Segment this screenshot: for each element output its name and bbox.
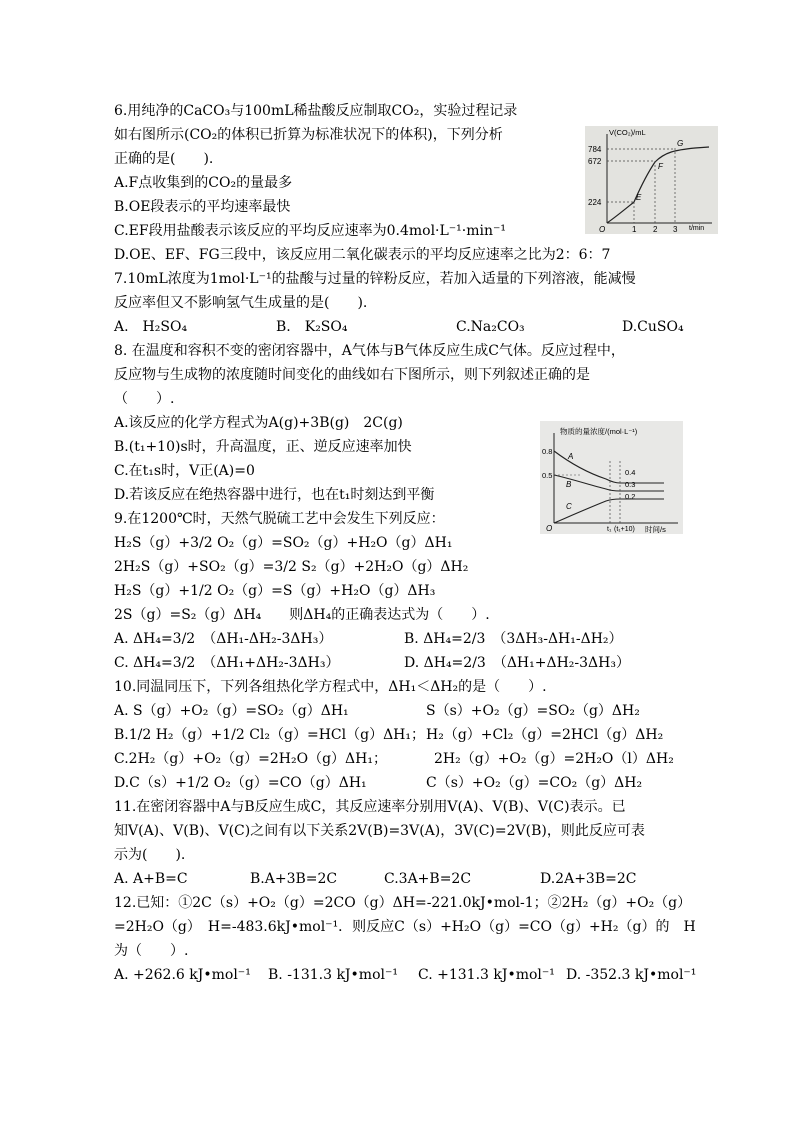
q11-option-b: B.A+3B=2C bbox=[250, 871, 338, 887]
fig1-ylabel: V(CO₂)/mL bbox=[609, 128, 646, 137]
q9-option-a: A. ΔH₄=3/2 （ΔH₁-ΔH₂-3ΔH₃） bbox=[114, 631, 333, 647]
q12-option-d: D. -352.3 kJ•mol⁻¹ bbox=[566, 967, 697, 983]
q6-option-d: D.OE、EF、FG三段中，该反应用二氧化碳表示的平均反应速率之比为2：6：7 bbox=[114, 247, 611, 263]
q11-option-c: C.3A+B=2C bbox=[384, 871, 472, 887]
q12-option-c: C. +131.3 kJ•mol⁻¹ bbox=[418, 967, 555, 983]
q11-stem-line2: 知V(A)、V(B)、V(C)之间有以下关系2V(B)=3V(A)，3V(C)=2V(B)，则此反应可表 bbox=[114, 823, 645, 839]
q11-stem-line3: 示为( ). bbox=[114, 847, 186, 863]
q11-option-d: D.2A+3B=2C bbox=[540, 871, 637, 887]
q12-stem-line2: =2H₂O（g） H=-483.6kJ•mol⁻¹．则反应C（s）+H₂O（g）=CO（g）+H₂（g）的 H bbox=[114, 919, 696, 935]
q7-option-a: A. H₂SO₄ bbox=[114, 319, 188, 335]
concentration-time-graph bbox=[540, 421, 683, 534]
q6-option-a: A.F点收集到的CO₂的量最多 bbox=[114, 175, 293, 191]
q12-option-b: B. -131.3 kJ•mol⁻¹ bbox=[268, 967, 398, 983]
q9-reaction-1: H₂S（g）+3/2 O₂（g）=SO₂（g）+H₂O（g）ΔH₁ bbox=[114, 535, 453, 551]
q6-stem-line2: 如右图所示(CO₂的体积已折算为标准状况下的体积)，下列分析 bbox=[114, 127, 503, 143]
co2-volume-graph bbox=[585, 126, 718, 234]
q10-option-b-left: B.1/2 H₂（g）+1/2 Cl₂（g）=HCl（g）ΔH₁； bbox=[114, 727, 426, 743]
q6-stem-line1: 6.用纯净的CaCO₃与100mL稀盐酸反应制取CO₂，实验过程记录 bbox=[114, 103, 518, 119]
q10-option-a-right: S（s）+O₂（g）=SO₂（g）ΔH₂ bbox=[426, 703, 640, 719]
q7-option-c: C.Na₂CO₃ bbox=[456, 319, 525, 335]
q10-option-a-left: A. S（g）+O₂（g）=SO₂（g）ΔH₁ bbox=[114, 703, 349, 719]
fig2-ytick-0-3: 0.3 bbox=[625, 480, 636, 489]
q6-stem-line3: 正确的是( ). bbox=[114, 151, 214, 167]
q12-stem-line1: 12.已知：①2C（s）+O₂（g）=2CO（g）ΔH=-221.0kJ•mol-1；②2H₂（g）+O₂（g） bbox=[114, 895, 692, 911]
fig2-xtick-t1-plus-10: (t₁+10) bbox=[614, 526, 635, 533]
q10-option-c-left: C.2H₂（g）+O₂（g）=2H₂O（g）ΔH₁； bbox=[114, 751, 387, 767]
q8-stem-line3: （ ）. bbox=[114, 391, 175, 407]
fig2-xlabel: 时间/s bbox=[645, 525, 666, 534]
fig1-ytick-784: 784 bbox=[588, 145, 602, 154]
fig2-ytick-0-5: 0.5 bbox=[542, 471, 553, 480]
q10-stem-line1: 10.同温同压下，下列各组热化学方程式中，ΔH₁＜ΔH₂的是（ ）. bbox=[114, 679, 547, 695]
q8-option-b: B.(t₁+10)s时，升高温度，正、逆反应速率加快 bbox=[114, 439, 412, 455]
q9-reaction-2: 2H₂S（g）+SO₂（g）=3/2 S₂（g）+2H₂O（g）ΔH₂ bbox=[114, 559, 469, 575]
q11-stem-line1: 11.在密闭容器中A与B反应生成C，其反应速率分别用V(A)、V(B)、V(C)表示。已 bbox=[114, 799, 626, 815]
q9-option-c: C. ΔH₄=3/2 （ΔH₁+ΔH₂-3ΔH₃） bbox=[114, 655, 340, 671]
q11-option-a: A. A+B=C bbox=[114, 871, 188, 887]
fig1-origin: O bbox=[599, 225, 606, 234]
q12-stem-line3: 为（ ）. bbox=[114, 943, 189, 959]
q8-option-d: D.若该反应在绝热容器中进行，也在t₁时刻达到平衡 bbox=[114, 487, 435, 503]
fig2-curve-b: B bbox=[566, 480, 572, 489]
fig2-ylabel: 物质的量浓度/(mol·L⁻¹) bbox=[560, 427, 638, 436]
q10-option-c-right: 2H₂（g）+O₂（g）=2H₂O（l）ΔH₂ bbox=[434, 751, 674, 767]
fig1-xtick-1: 1 bbox=[632, 225, 637, 234]
q7-stem-line1: 7.10mL浓度为1mol·L⁻¹的盐酸与过量的锌粉反应，若加入适量的下列溶液，能减慢 bbox=[114, 271, 636, 287]
q9-option-b: B. ΔH₄=2/3 （3ΔH₃-ΔH₁-ΔH₂） bbox=[404, 631, 623, 647]
q9-reaction-4: 2S（g）=S₂（g）ΔH₄ 则ΔH₄的正确表达式为（ ）. bbox=[114, 607, 490, 623]
fig1-xlabel: t/min bbox=[689, 225, 705, 232]
q10-option-b-right: H₂（g）+Cl₂（g）=2HCl（g）ΔH₂ bbox=[426, 727, 664, 743]
q8-stem-line1: 8. 在温度和容积不变的密闭容器中，A气体与B气体反应生成C气体。反应过程中， bbox=[114, 343, 625, 359]
q9-option-d: D. ΔH₄=2/3 （ΔH₁+ΔH₂-3ΔH₃） bbox=[404, 655, 630, 671]
fig1-ytick-672: 672 bbox=[588, 157, 602, 166]
fig1-xtick-3: 3 bbox=[673, 225, 678, 234]
fig1-point-g: G bbox=[677, 139, 684, 148]
fig2-xtick-t1: t₁ bbox=[607, 526, 612, 533]
fig2-ytick-0-8: 0.8 bbox=[542, 447, 553, 456]
q8-stem-line2: 反应物与生成物的浓度随时间变化的曲线如右下图所示，则下列叙述正确的是 bbox=[114, 367, 590, 383]
q7-stem-line2: 反应率但又不影响氢气生成量的是( ). bbox=[114, 295, 368, 311]
fig2-ytick-0-4: 0.4 bbox=[625, 468, 636, 477]
fig2-ytick-0-2: 0.2 bbox=[625, 492, 636, 501]
fig1-point-e: E bbox=[636, 193, 642, 202]
q12-option-a: A. +262.6 kJ•mol⁻¹ bbox=[114, 967, 251, 983]
q7-option-d: D.CuSO₄ bbox=[622, 319, 684, 335]
fig2-origin: O bbox=[546, 524, 553, 533]
q6-option-b: B.OE段表示的平均速率最快 bbox=[114, 199, 291, 215]
fig1-point-f: F bbox=[658, 162, 663, 171]
q9-reaction-3: H₂S（g）+1/2 O₂（g）=S（g）+H₂O（g）ΔH₃ bbox=[114, 583, 436, 599]
fig1-ytick-224: 224 bbox=[588, 198, 602, 207]
fig2-curve-c: C bbox=[566, 502, 572, 511]
q8-option-a: A.该反应的化学方程式为A(g)+3B(g) 2C(g) bbox=[114, 415, 403, 431]
fig1-xtick-2: 2 bbox=[653, 225, 658, 234]
q6-option-c: C.EF段用盐酸表示该反应的平均反应速率为0.4mol·L⁻¹·min⁻¹ bbox=[114, 223, 507, 239]
q10-option-d-left: D.C（s）+1/2 O₂（g）=CO（g）ΔH₁ bbox=[114, 775, 367, 791]
q8-option-c: C.在t₁s时，V正(A)=0 bbox=[114, 463, 255, 479]
q10-option-d-right: C（s）+O₂（g）=CO₂（g）ΔH₂ bbox=[426, 775, 643, 791]
q9-stem-line1: 9.在1200℃时，天然气脱硫工艺中会发生下列反应： bbox=[114, 511, 445, 527]
q7-option-b: B. K₂SO₄ bbox=[276, 319, 348, 335]
fig2-curve-a: A bbox=[568, 452, 574, 461]
